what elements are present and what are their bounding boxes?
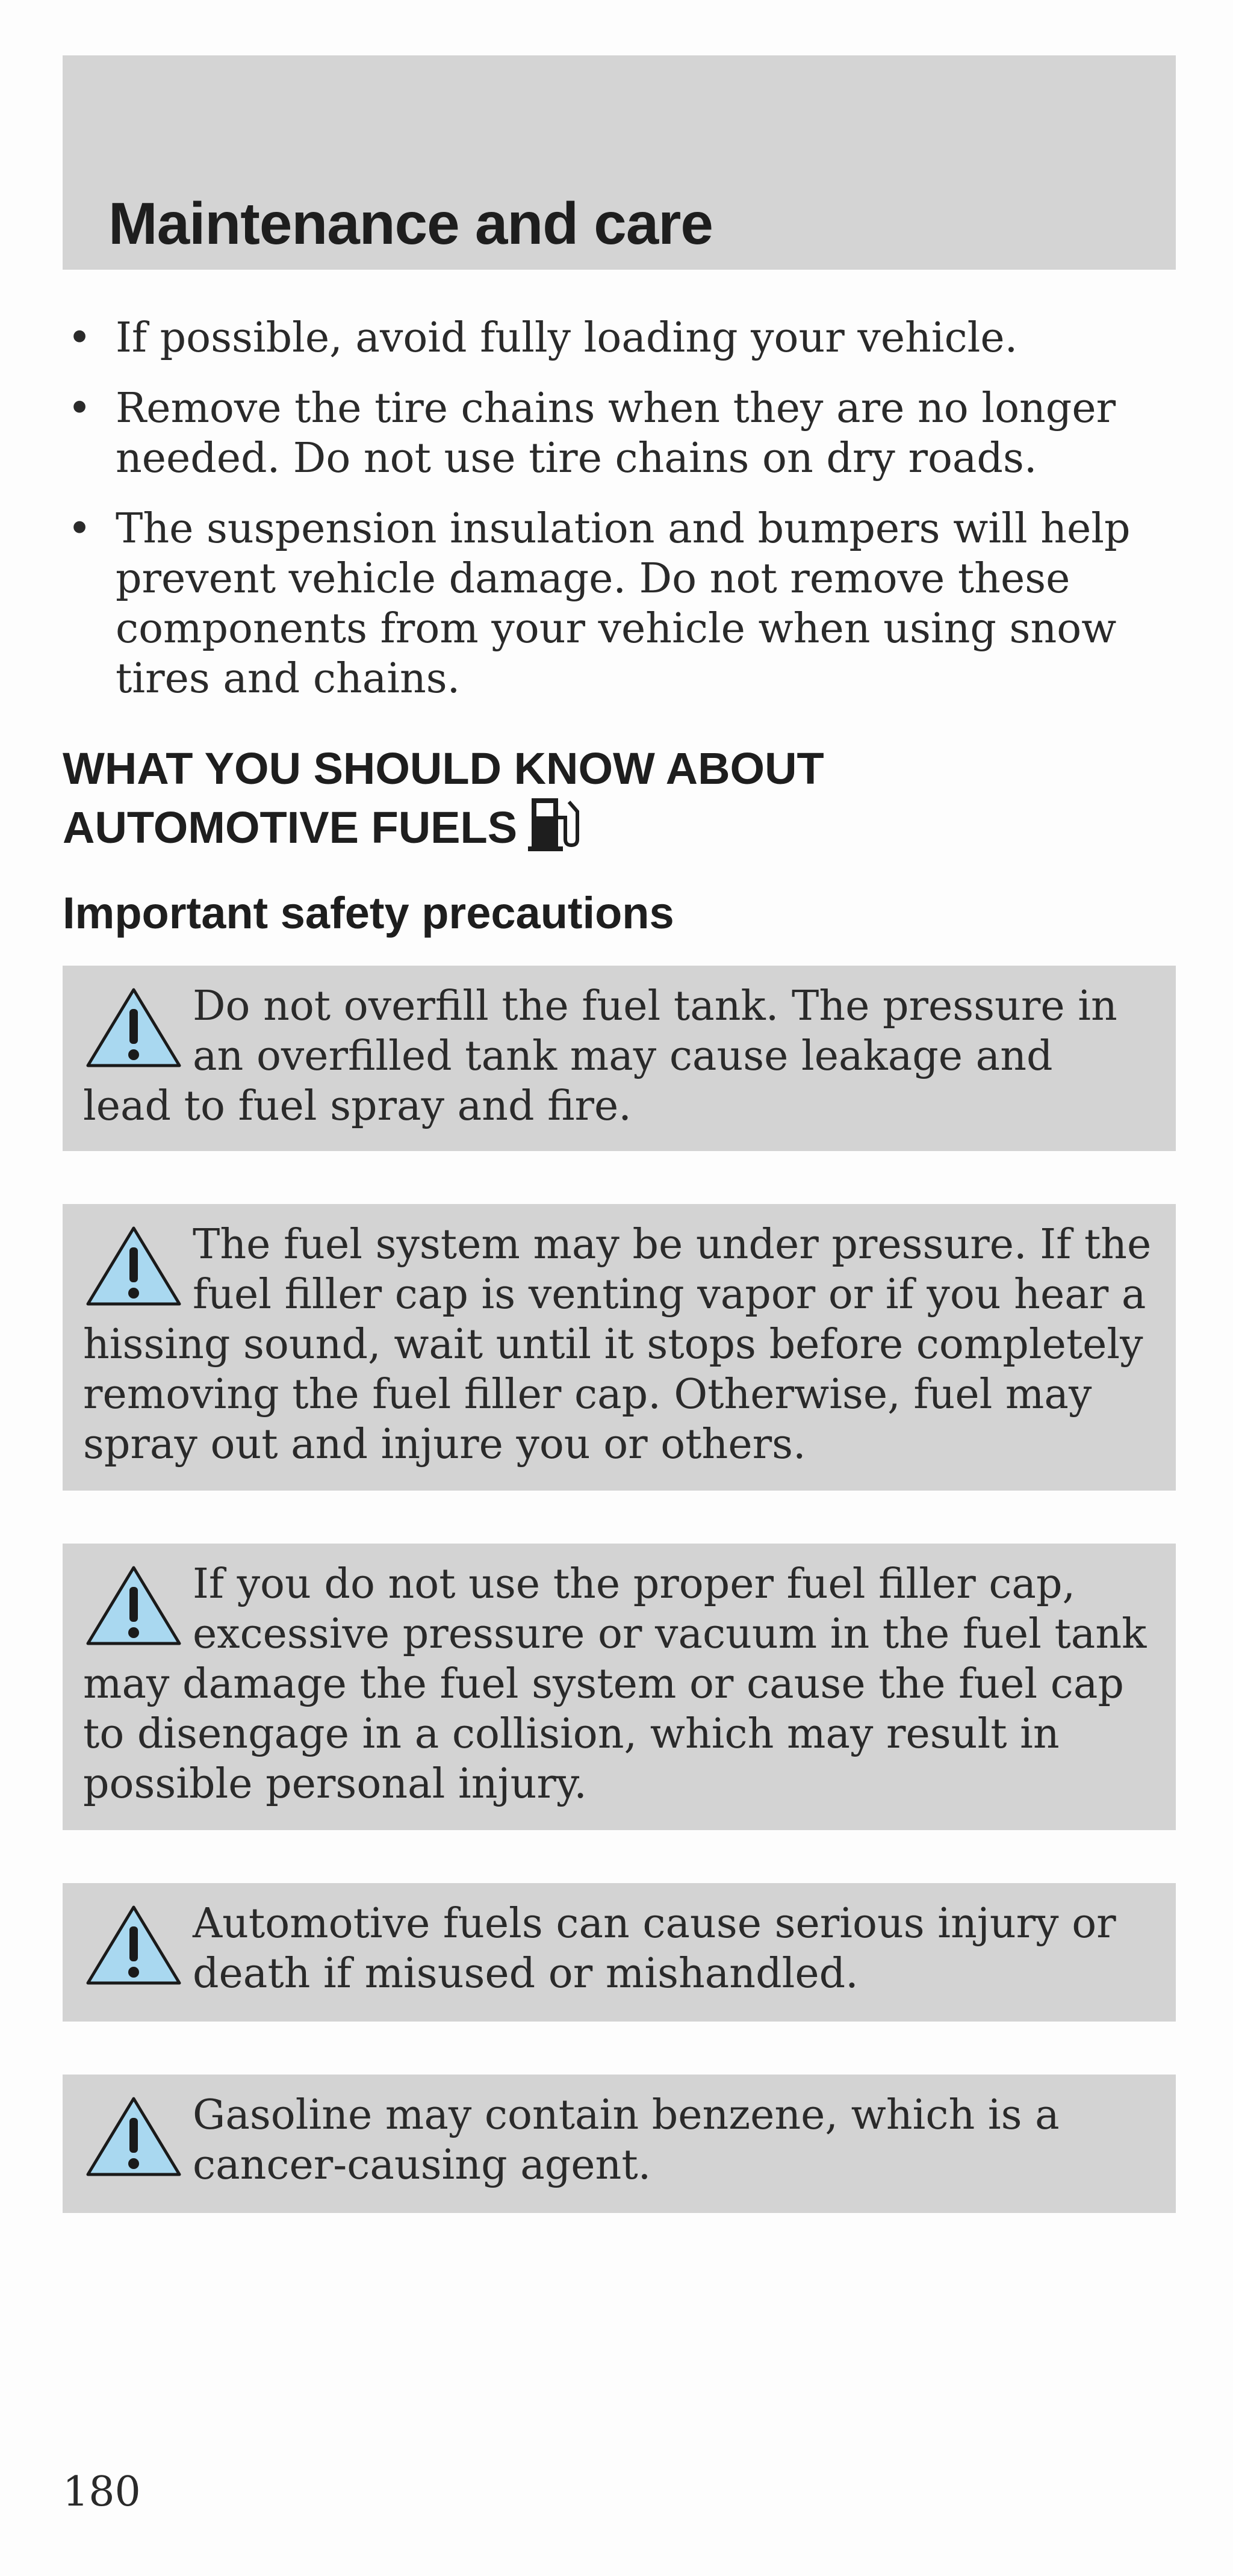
list-item: • Remove the tire chains when they are no longer needed. Do not use tire chains on dry roads. bbox=[67, 385, 1116, 482]
list-item: • The suspension insulation and bumpers will help prevent vehicle damage. Do not remove these components from your vehicle when using snow tires and chains. bbox=[67, 505, 1131, 703]
warning-box bbox=[63, 1544, 1176, 1830]
warning-text: Automotive fuels can cause serious injury or death if misused or mishandled. bbox=[193, 1900, 1116, 1997]
bullet-dot: • bbox=[67, 385, 92, 432]
bullet-dot: • bbox=[67, 505, 92, 553]
warning-box bbox=[63, 966, 1176, 1151]
bullet-list bbox=[63, 313, 1176, 724]
bullet-dot: • bbox=[67, 314, 92, 362]
warning-text: Do not overfill the fuel tank. The pressure in an overfilled tank may cause leakage and lead to fuel spray and fire. bbox=[83, 982, 1117, 1130]
page-header bbox=[63, 55, 1176, 270]
warning-box bbox=[63, 2075, 1176, 2213]
warning-box bbox=[63, 1883, 1176, 2022]
warning-triangle-icon bbox=[83, 1223, 184, 1309]
warning-triangle-icon bbox=[83, 1902, 184, 1988]
warning-box bbox=[63, 1204, 1176, 1491]
warning-triangle-icon bbox=[83, 2094, 184, 2179]
subheading: Important safety precautions bbox=[63, 888, 674, 938]
warning-text: Gasoline may contain benzene, which is a cancer-causing agent. bbox=[193, 2091, 1060, 2189]
page-title: Maintenance and care bbox=[108, 190, 713, 256]
warning-text: If you do not use the proper fuel filler cap, excessive pressure or vacuum in the fuel tank may damage the fuel system or cause the fuel cap to disengage in a collision, which may result in possible personal injury. bbox=[83, 1560, 1147, 1808]
page-number: 180 bbox=[63, 2468, 141, 2516]
list-item: • If possible, avoid fully loading your vehicle. bbox=[67, 314, 1018, 362]
warning-triangle-icon bbox=[83, 1563, 184, 1648]
fuel-pump-icon bbox=[528, 793, 582, 861]
warning-triangle-icon bbox=[83, 985, 184, 1070]
warning-text: The fuel system may be under pressure. If the fuel filler cap is venting vapor or if you hear a hissing sound, wait until it stops before completely removing the fuel filler cap. Otherwise, fuel may spray out and injure you or others. bbox=[83, 1221, 1152, 1468]
section-heading: WHAT YOU SHOULD KNOW ABOUT AUTOMOTIVE FUELS bbox=[63, 744, 1026, 861]
